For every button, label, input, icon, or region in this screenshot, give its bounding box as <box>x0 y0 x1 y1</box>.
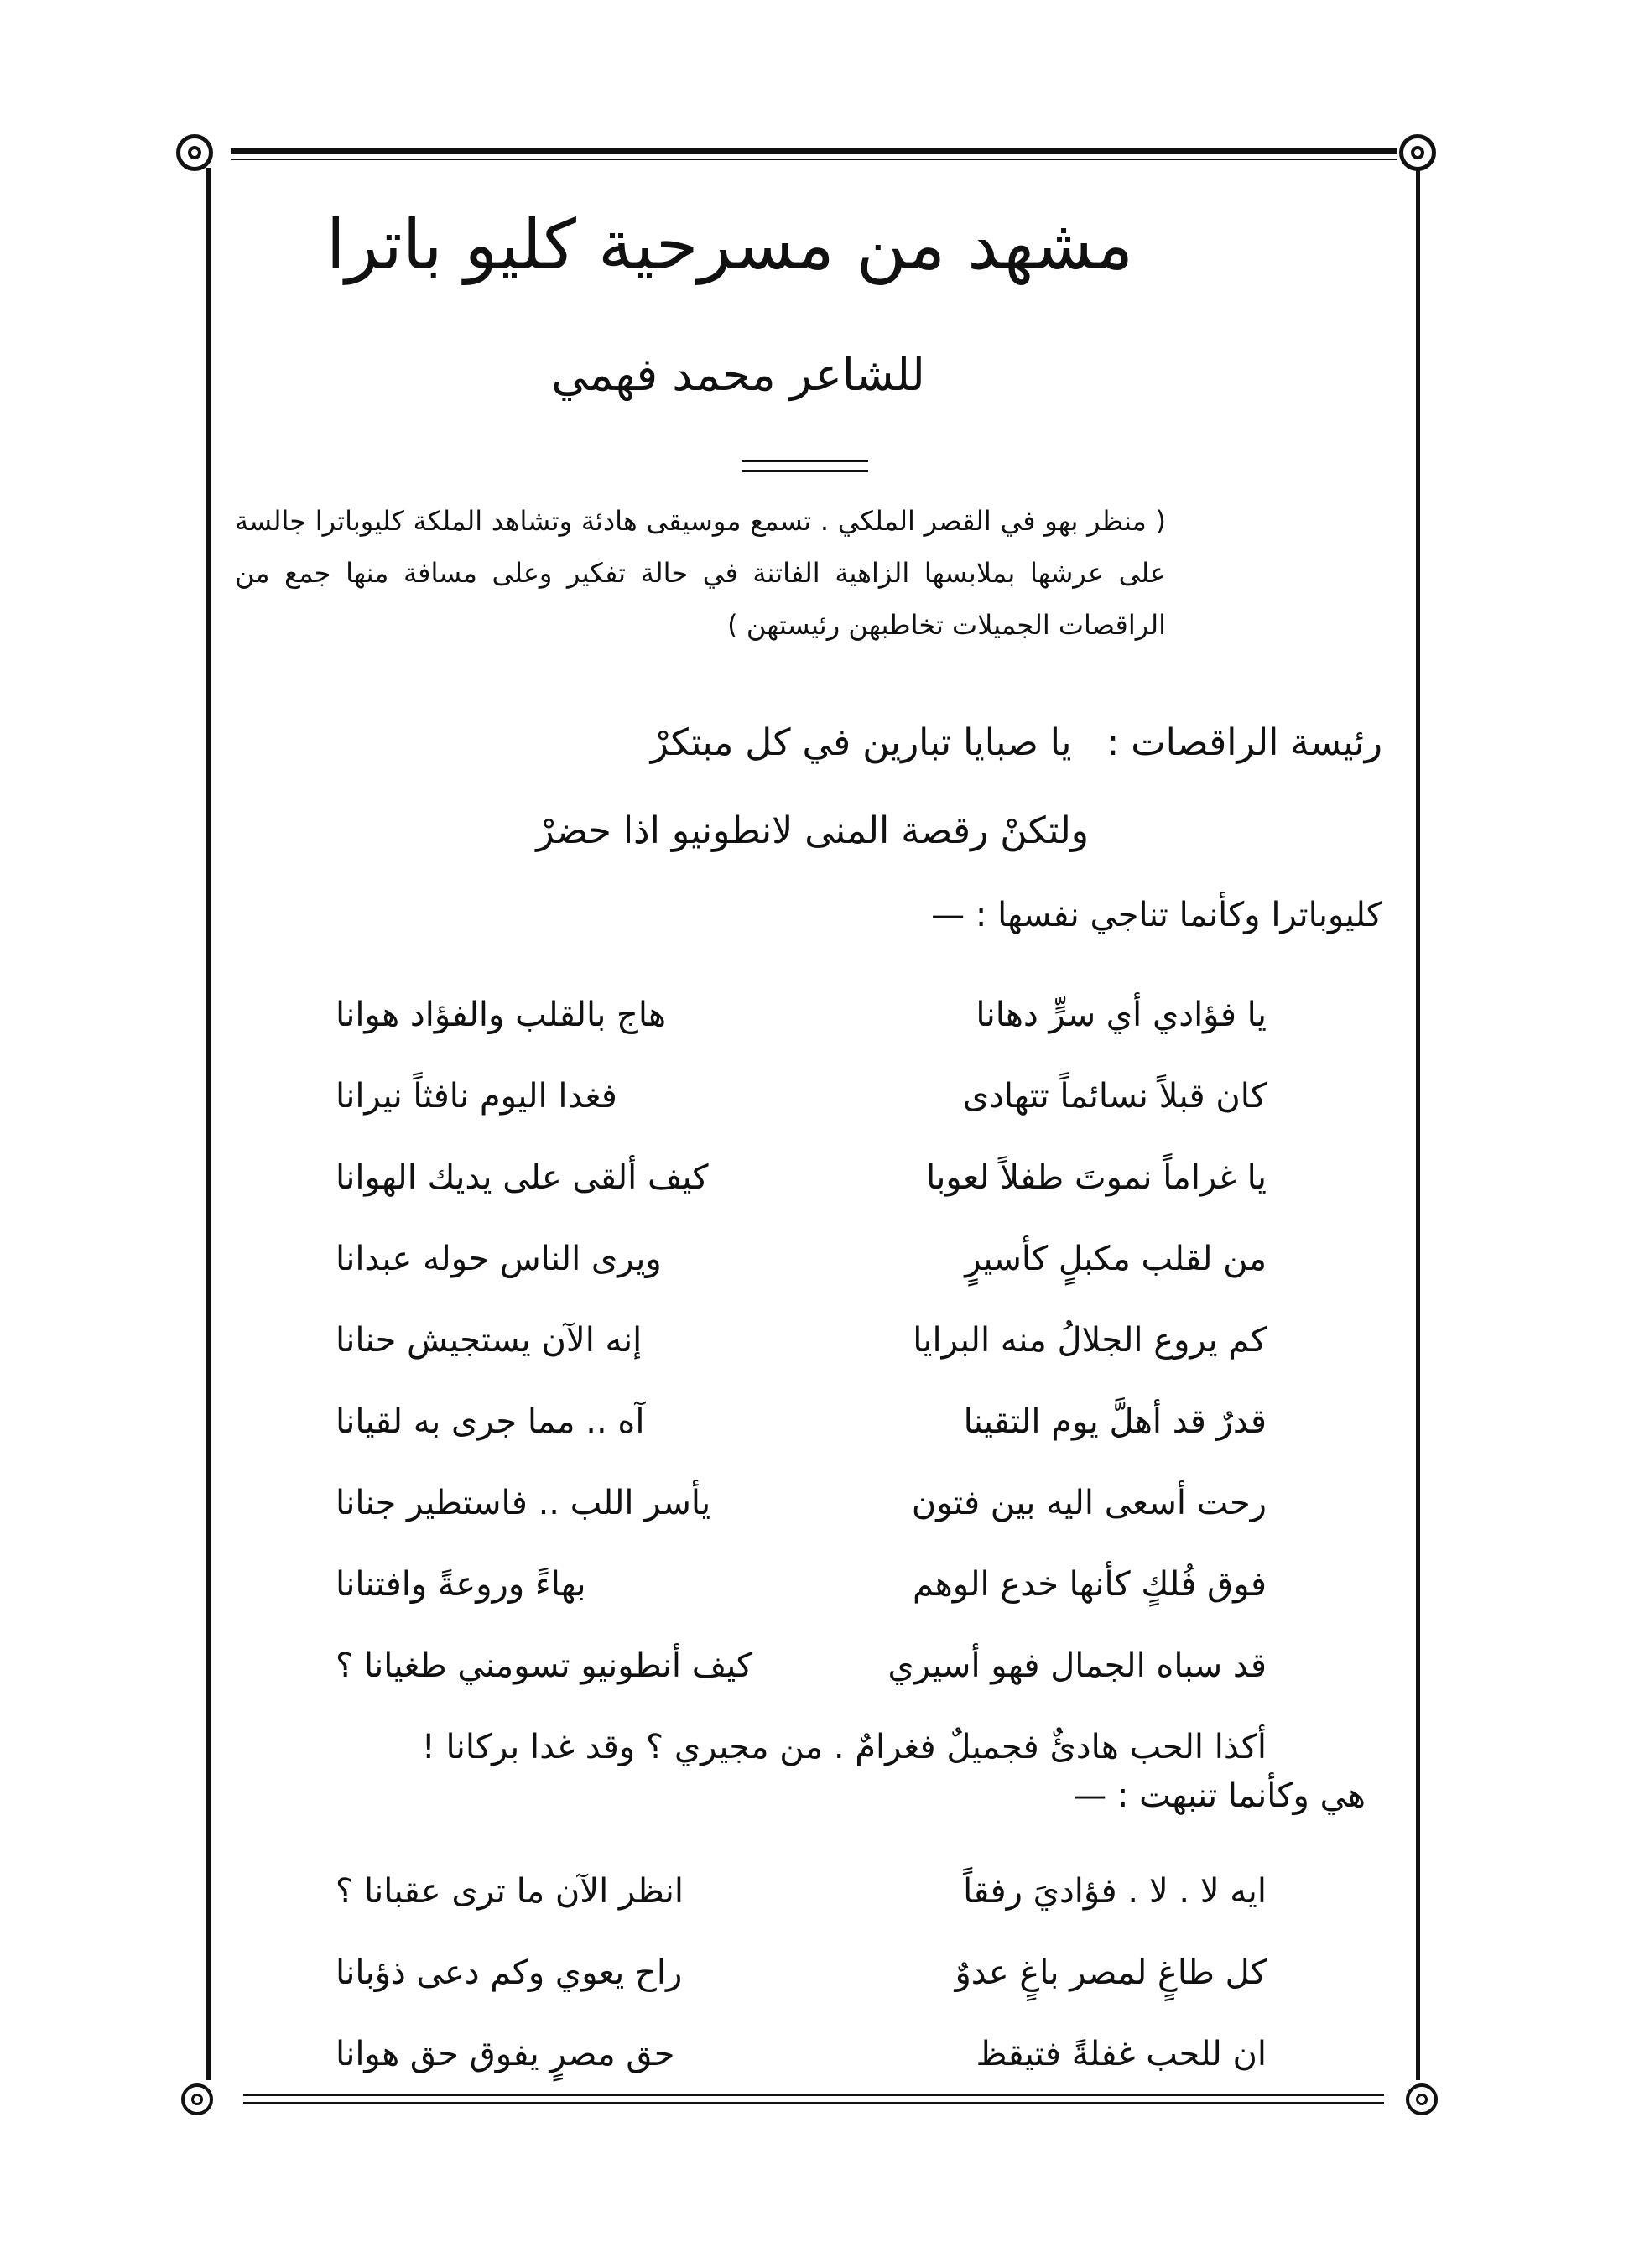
verse-hemistich-second: إنه الآن يستجيش حنانا <box>336 1321 643 1360</box>
verse-hemistich-first: كل طاغٍ لمصر باغٍ عدوٌ <box>955 1953 1267 1992</box>
verse-hemistich-first: يا فؤادي أي سرٍّ دهانا <box>976 996 1267 1034</box>
stage-cue: هي وكأنما تنبهت : — <box>1073 1776 1366 1815</box>
verse-line <box>336 1225 1267 1293</box>
verse-line <box>336 1939 1267 2006</box>
corner-ornament-bottom-left-icon <box>181 2083 213 2115</box>
verse-hemistich-first: من لقلب مكبلٍ كأسيرٍ <box>965 1240 1267 1278</box>
verse-hemistich-first: قد سباه الجمال فهو أسيري <box>887 1646 1267 1685</box>
verse-line <box>336 1307 1267 1374</box>
verse-hemistich-second: كيف أنطونيو تسومني طغيانا ؟ <box>336 1646 753 1685</box>
verse-line <box>336 1144 1267 1211</box>
verse-hemistich-second: انظر الآن ما ترى عقبانا ؟ <box>336 1872 684 1911</box>
verse-hemistich-first: فوق فُلكٍ كأنها خدع الوهم <box>912 1565 1267 1604</box>
frame-top-rule-thin <box>231 159 1397 160</box>
verse-line <box>336 1632 1267 1699</box>
frame-left-border <box>206 168 211 2080</box>
verse-text: أكذا الحب هادئٌ فجميلٌ فغرامٌ . من مجيري ؟ وقد غدا بركانا ! <box>421 1728 1267 1766</box>
verse-hemistich-first: ان للحب غفلةً فتيقظ <box>976 2035 1267 2073</box>
verse-hemistich-second: يأسر اللب .. فاستطير جنانا <box>336 1484 711 1522</box>
verse-hemistich-second: هاج بالقلب والفؤاد هوانا <box>336 996 667 1034</box>
verse-hemistich-first: كم يروع الجلالُ منه البرايا <box>913 1321 1267 1360</box>
verse-text: يا صبايا تبارين في كل مبتكرْ <box>650 721 1072 764</box>
verse-hemistich-second: راح يعوي وكم دعى ذؤبانا <box>336 1953 683 1992</box>
verse-hemistich-second: حق مصرٍ يفوق حق هوانا <box>336 2035 675 2073</box>
page-title: مشهد من مسرحية كليو باترا <box>325 205 1134 285</box>
verse-hemistich-first: يا غراماً نموتَ طفلاً لعوبا <box>926 1158 1267 1197</box>
verse-line-full <box>336 1714 1267 1781</box>
verse-line <box>336 1388 1267 1455</box>
stage-direction: ( منظر بهو في القصر الملكي . تسمع موسيقى هادئة وتشاهد الملكة كليوباترا جالسة على عرشها بملابسها الزاهية الفاتنة في حالة تفكير وعلى مسافة منها جمع من الراقصات الجميلات تخاطبهن رئيستهن ) <box>235 505 1166 641</box>
verse-line <box>336 1063 1267 1130</box>
corner-ornament-bottom-right-icon <box>1406 2083 1438 2115</box>
verse-hemistich-second: ويرى الناس حوله عبدانا <box>336 1240 662 1278</box>
verse-hemistich-second: بهاءً وروعةً وافتنانا <box>336 1565 586 1604</box>
frame-right-border <box>1416 168 1420 2080</box>
verse-hemistich-first: رحت أسعى اليه بين فتون <box>911 1484 1267 1522</box>
head-dancer-line-2: ولتكنْ رقصة المنى لانطونيو اذا حضرْ <box>536 809 1089 852</box>
corner-ornament-top-right-icon <box>1399 134 1436 171</box>
head-dancer-line-1 <box>651 721 1382 764</box>
title-divider-second <box>742 470 868 472</box>
verse-hemistich-first: كان قبلاً نسائماً تتهادى <box>962 1077 1267 1116</box>
frame-bottom-rule <box>243 2094 1384 2096</box>
author-line: للشاعر محمد فهمي <box>551 348 925 401</box>
stage-cue: كليوباترا وكأنما تناجي نفسها : — <box>931 896 1382 934</box>
verse-line <box>336 981 1267 1048</box>
verse-line <box>336 1551 1267 1618</box>
verse-hemistich-second: كيف ألقى على يديك الهوانا <box>336 1158 709 1197</box>
frame-top-rule <box>231 148 1397 154</box>
speaker-label: رئيسة الراقصات : <box>1106 721 1382 764</box>
verse-hemistich-first: ايه لا . لا . فؤاديَ رفقاً <box>963 1872 1267 1911</box>
verse-hemistich-second: فغدا اليوم نافثاً نيرانا <box>336 1077 617 1116</box>
verse-line <box>336 2021 1267 2088</box>
corner-ornament-top-left-icon <box>176 134 213 171</box>
title-divider <box>742 460 868 462</box>
frame-bottom-rule-thin <box>243 2102 1384 2104</box>
verse-hemistich-first: قدرٌ قد أهلَّ يوم التقينا <box>963 1402 1267 1441</box>
verse-line <box>336 1470 1267 1537</box>
verse-line <box>336 1858 1267 1925</box>
verse-hemistich-second: آه .. مما جرى به لقيانا <box>336 1402 645 1441</box>
